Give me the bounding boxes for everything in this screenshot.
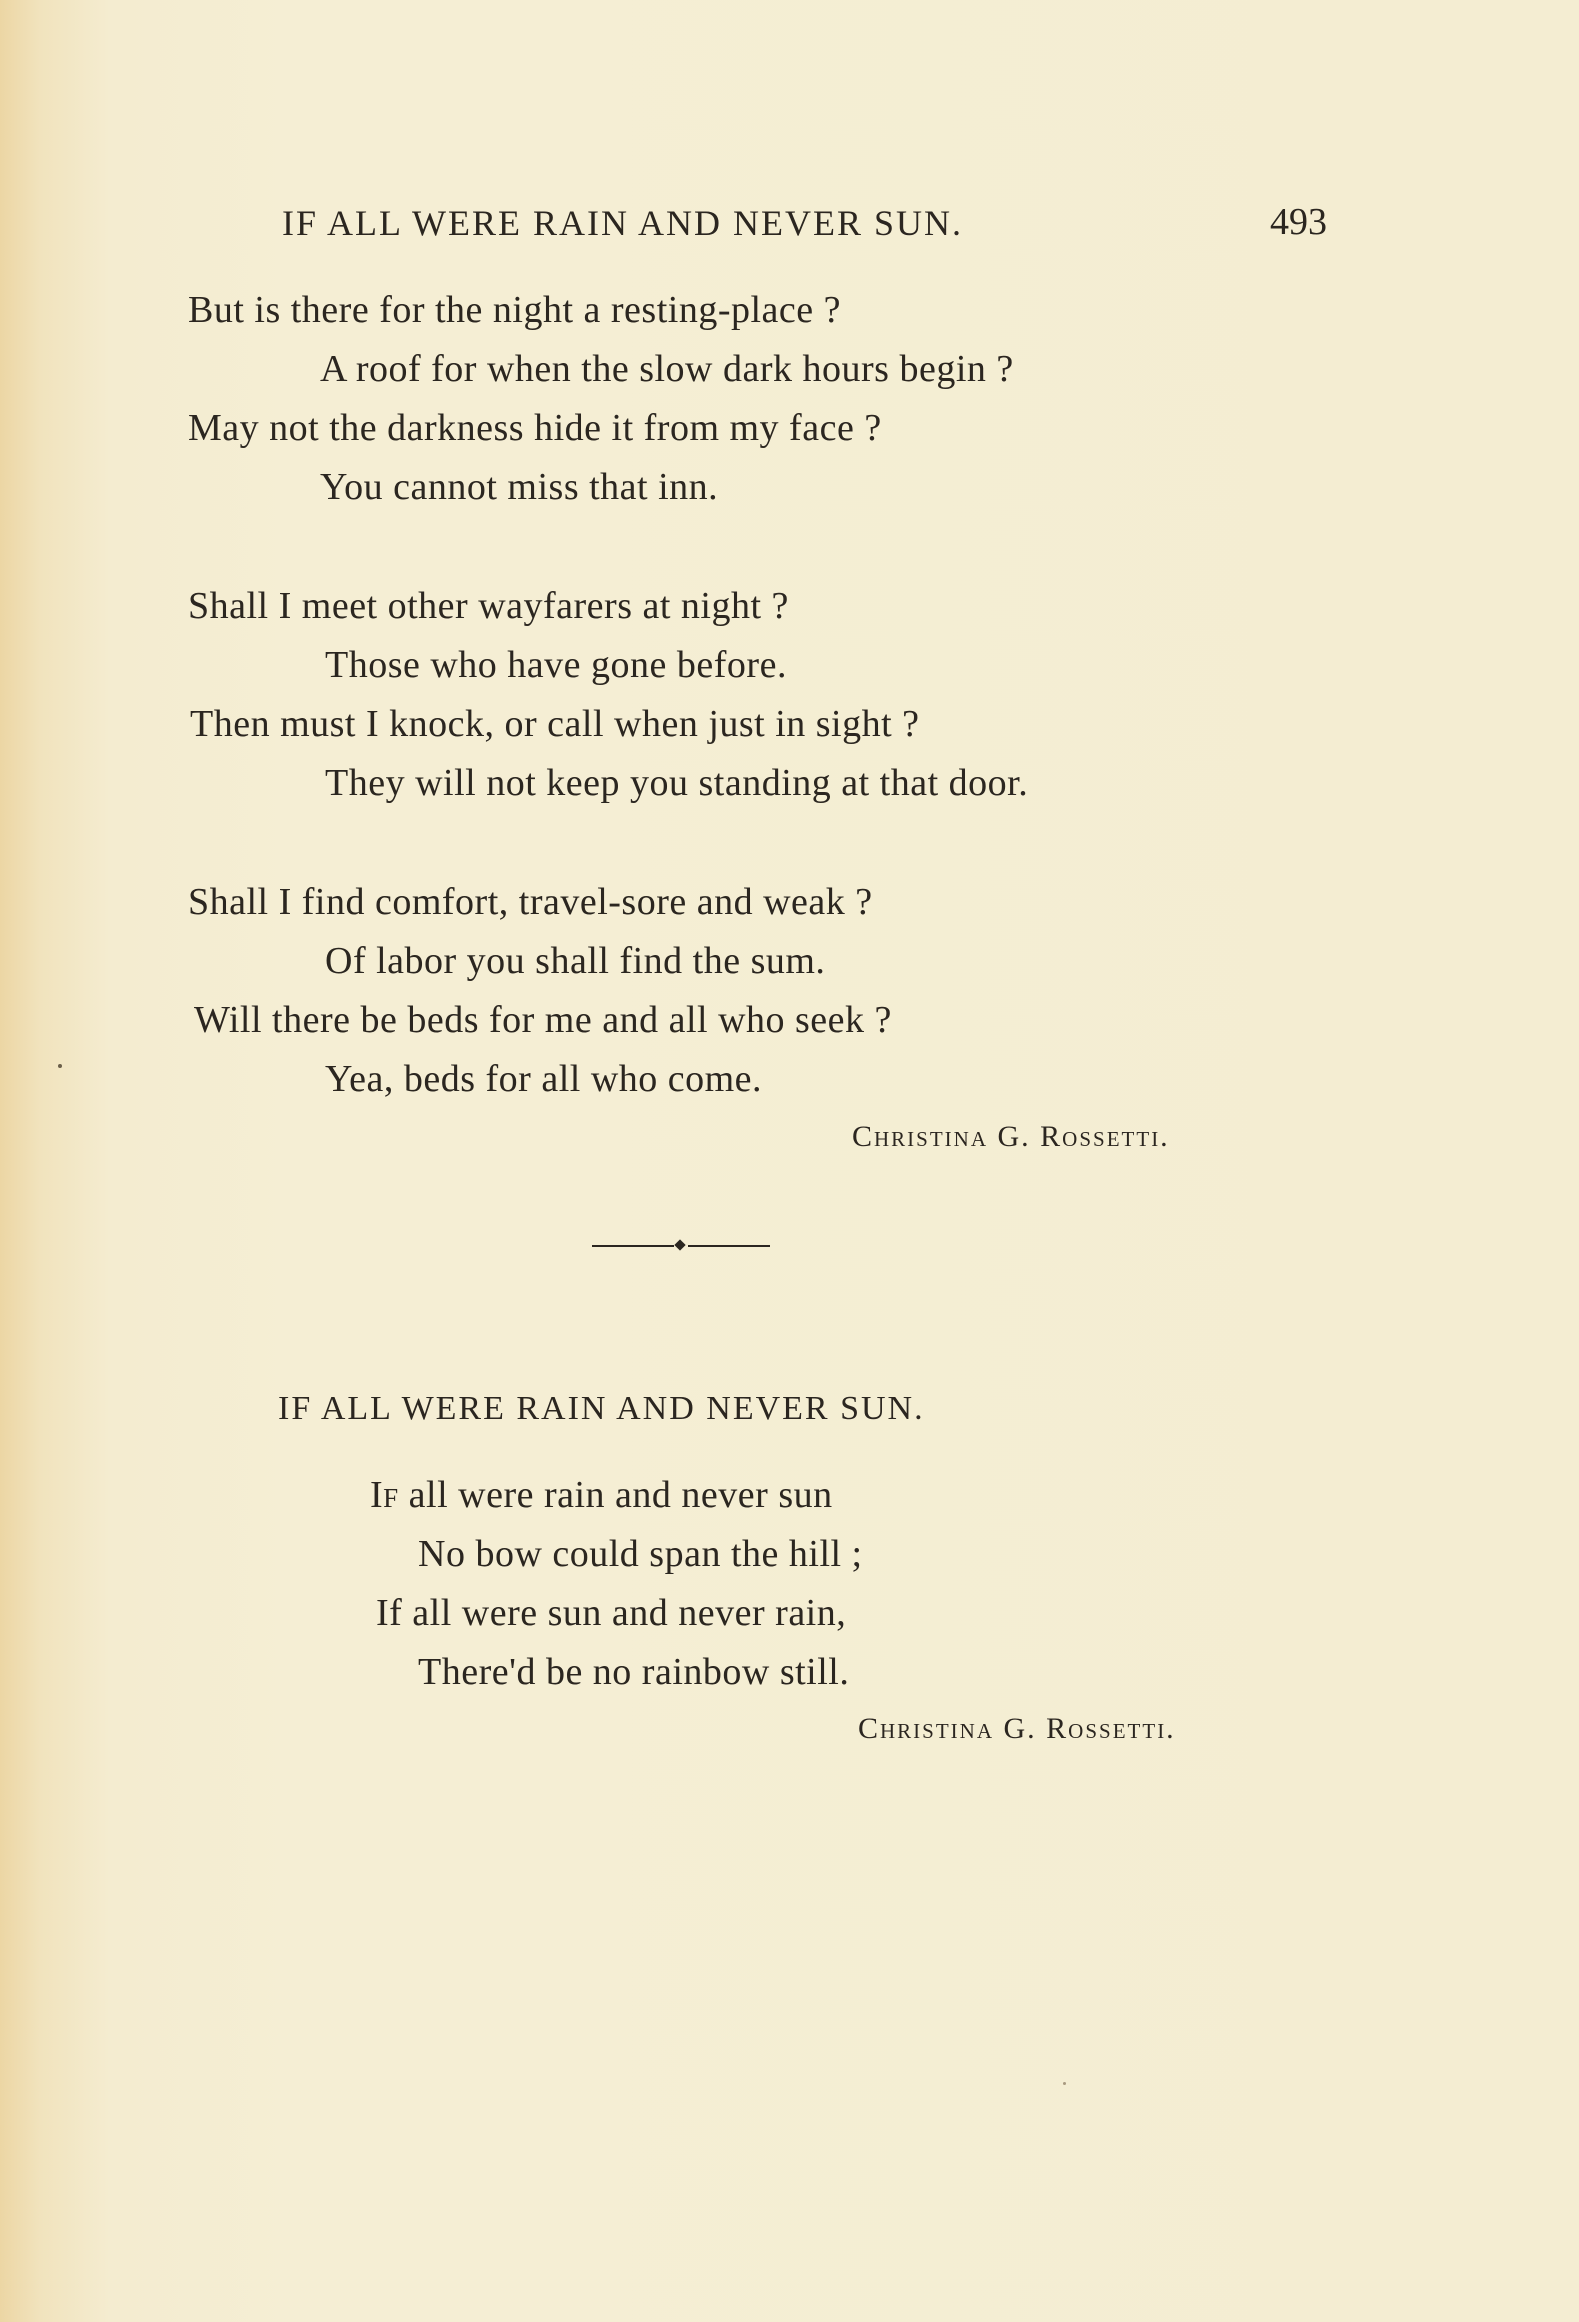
poem-line: Those who have gone before. (325, 644, 787, 686)
poem-first-word: If (370, 1474, 399, 1516)
poem-line: Shall I find comfort, travel-sore and weak ? (188, 881, 873, 923)
poem-line: May not the darkness hide it from my face ? (188, 407, 882, 449)
poem-line: Then must I knock, or call when just in sight ? (190, 703, 920, 745)
paper-speck (58, 1064, 62, 1068)
poem-line (370, 1473, 833, 1517)
page-number: 493 (1270, 201, 1327, 243)
poem-line: A roof for when the slow dark hours begin ? (320, 348, 1014, 390)
paper-speck (1063, 2082, 1066, 2085)
poem-first-line-rest: all were rain and never sun (398, 1474, 833, 1516)
poem-line: They will not keep you standing at that door. (325, 762, 1029, 804)
poem-line: If all were sun and never rain, (376, 1592, 847, 1634)
poem-attribution: Christina G. Rossetti. (852, 1120, 1170, 1153)
poem-line: There'd be no rainbow still. (418, 1651, 850, 1693)
poem-line: But is there for the night a resting-place ? (188, 289, 842, 331)
poem-line: Will there be beds for me and all who seek ? (194, 999, 892, 1041)
poem-line: Of labor you shall find the sum. (325, 940, 826, 982)
section-divider (592, 1240, 770, 1252)
poem-attribution: Christina G. Rossetti. (858, 1712, 1176, 1745)
poem-line: No bow could span the hill ; (418, 1533, 863, 1575)
diamond-ornament-icon (674, 1239, 685, 1250)
poem-line: Yea, beds for all who come. (325, 1058, 763, 1100)
running-title: IF ALL WERE RAIN AND NEVER SUN. (282, 203, 963, 243)
poem-line: Shall I meet other wayfarers at night ? (188, 585, 789, 627)
poem-line: You cannot miss that inn. (320, 466, 719, 508)
poem-title: IF ALL WERE RAIN AND NEVER SUN. (278, 1390, 925, 1427)
